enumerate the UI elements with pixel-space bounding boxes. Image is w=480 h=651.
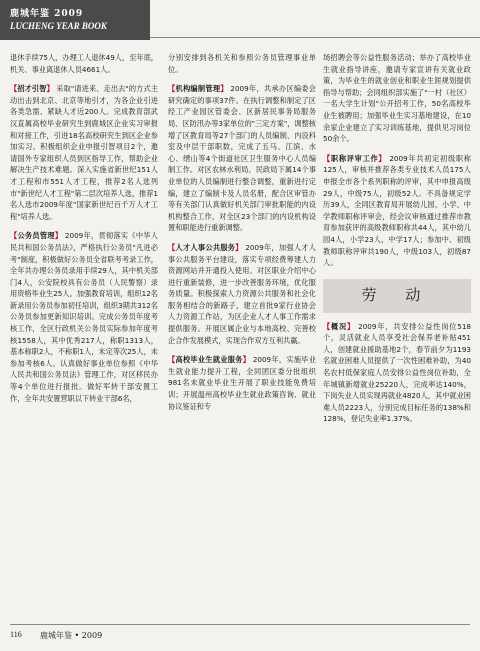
- footer-divider: [10, 624, 470, 625]
- section-title: 公务员管理: [17, 231, 55, 241]
- header-divider: [150, 37, 480, 38]
- section-text: 2009年共初定初级职称125人，审核并推荐各类专业技术人员175人申报全市各个系列职称的评审，其中申报高级29人，中级75人，初级52人。不具备规定学历39人，全同区教育局开展幼儿园、小学、中学教师职称评审会，经会议审核通过推荐市教育参加获评的高级教师职称共44人，其中幼儿园4人，小学23人，中学17人；参加中、初级教师职称评审共190人，中级103人，初级87人。: [323, 153, 471, 268]
- section-title-evaluation: 【职称评审工作】 2009年共初定初级职称125人，审核并推荐各类专业技术人员175人申报全市各个系列职称的评审，其中申报高级29人，中级75人，初级52人。不具备规定学历39人，全同区教育局开展幼儿园、小学、中学教师职称评审会，经会议审核通过推荐市教育参加获评的高级教师职称共44人，其中幼儿园4人，小学23人，中学17人；参加中、初级教师职称评审共190人，中级103人，初级87人。: [323, 153, 471, 268]
- column-1: [10, 52, 158, 404]
- header-band: [0, 0, 150, 40]
- section-text: 2009年，加强人才人事公共服务平台建设，落实专项经费筹建人力资源网站并开通投入使用。对区职业介绍中心进行重新装修，进一步改善服务环境，优化服务质量。积极探索人力资源公共服务和社会化服务相结合的新路子，建立首批9家行业协会人力资源工作站，为区企业人才人事工作需求提供服务。开展区属企业与本地高校、完善校企合作发展模式，实现合作双方互利共赢。: [168, 242, 316, 345]
- footer-book-title: 鹿城年鉴 • 2009: [40, 631, 103, 640]
- section-title: 招才引智: [17, 84, 47, 94]
- column-2: [168, 52, 316, 412]
- section-text: 2009年，贯彻落实《中华人民共和国公务员法》，严格执行公务员"凡进必考"制度，积极做好公务员全省联考考录工作，全年共办理公务员录用手续29人，其中机关部门4人，公安院校具有公务员（人民警察）录用资格毕业生25人。加强教育培训，组织12名新录用公务员参加初任培训，组织3期共312名公务员参加更新知识培训。完成公务员年度考核工作，全区行政机关公务员实际参加年度考核1558人，其中优秀217人，称职1313人，基本称职2人，不称职1人，未定等次25人，未参加考核6人。认真做好事业单位参照《中华人民共和国公务员法》管理工作，对区移民办等4个单位进行报批。做好军转干部安置工作，全年共安置营职以下转业干部6名，: [10, 231, 158, 403]
- section-title: 职称评审工作: [330, 153, 379, 163]
- section-text: 2009年，共安排公益性岗位518个，灵活就业人员享受社会保养老补贴451人，创建就业援助基地2个，春节前夕为1193名就业困难人员提供了一次性困难补助，为40名农村低保家庭人员安排公益性岗位补助，全年城镇新增就业25220人，完成率达140%，下岗失业人员实现再就业4820人，其中就业困难人员2223人，分别完成目标任务的138%和128%，登记失业率1.37%。: [323, 321, 471, 424]
- chapter-banner: [323, 279, 471, 313]
- section-text: 2009年，实施毕业生就业能力提升工程，全同团区委分批组织981名未就业毕业生开展了职业技能免费培训；开展温州高校毕业生就业政策咨询、就业协议鉴证和专: [168, 355, 316, 411]
- section-title: 人才人事公共服务: [175, 242, 236, 252]
- chapter-banner-title: 劳 动: [361, 285, 433, 304]
- section-title: 高校毕业生就业服务: [175, 355, 243, 365]
- page-footer: [0, 624, 480, 651]
- paragraph: 场招聘会等公益性服务活动；举办了高校毕业生就业指导讲座，邀请专家宣讲有关就业政策，为毕业生的就业创业和职业生涯规划提供指导与帮助；会同组织部实施了"一村（社区）一名大学生计划"公开招考工作，50名高校毕业生被聘用；加强毕业生实习基地建设，在10余家企业建立了实习训练基地，提供见习岗位50余个。: [323, 53, 471, 144]
- section-recruit-talent: 【招才引智】 采取"请进来、走出去"的方式主动出击到北京、北京等地引才，为各企业引进各类急需、紧缺人才近200人。完成教育部武汉直属高校毕业研究生到鹿城区企业实习审报和对接工作，引进18名高校研究生到区企业参加实习。积极组织企业申报引智项目2个，邀请国外专家组织人员到区指导工作，帮助企业解决生产技术难题。深入实施省新世纪151人才工程和市551人才工程，推荐2名人选列市"新世纪人才工程"第二层次培养人选，推荐1名人选市2009年度"国家新世纪百千万人才工程"培养人选。: [10, 84, 158, 221]
- header-title-cn: 鹿城年鉴 2009: [10, 9, 84, 19]
- paragraph: 分别安排到各机关和参照公务员管理事业单位。: [168, 53, 316, 74]
- page-header: [0, 0, 480, 40]
- page-number: 116: [10, 630, 22, 639]
- header-title-en: LUCHENG YEAR BOOK: [10, 21, 107, 31]
- section-title: 机构编制管理: [175, 84, 221, 94]
- section-text: 采取"请进来、走出去"的方式主动出击到北京、北京等地引才，为各企业引进各类急需、紧缺人才近200人。完成教育部武汉直属高校毕业研究生到鹿城区企业实习审报和对接工作，引进18名高校研究生到区企业参加实习。积极组织企业申报引智项目2个，邀请国外专家组织人员到区指导工作，帮助企业解决生产技术难题。深入实施省新世纪151人才工程和市551人才工程，推荐2名人选列市"新世纪人才工程"第二层次培养人选，推荐1名人选市2009年度"国家新世纪百千万人才工程"培养人选。: [10, 84, 158, 221]
- section-title: 概况: [331, 321, 348, 331]
- column-3: [323, 52, 471, 425]
- section-civil-servant-mgmt: 【公务员管理】 2009年，贯彻落实《中华人民共和国公务员法》，严格执行公务员"凡进必考"制度，积极做好公务员全省联考考录工作，全年共办理公务员录用手续29人，其中机关部门4人，公安院校具有公务员（人民警察）录用资格毕业生25人。加强教育培训，组织12名新录用公务员参加初任培训，组织3期共312名公务员参加更新知识培训。完成公务员年度考核工作，全区行政机关公务员实际参加年度考核1558人，其中优秀217人，称职1313人，基本称职2人，不称职1人，未定等次25人，未参加考核6人。认真做好事业单位参照《中华人民共和国公务员法》管理工作，对区移民办等4个单位进行报批。做好军转干部安置工作，全年共安置营职以下转业干部6名，: [10, 231, 158, 403]
- section-overview: 【概况】 2009年，共安排公益性岗位518个，灵活就业人员享受社会保养老补贴451人，创建就业援助基地2个，春节前夕为1193名就业困难人员提供了一次性困难补助，为40名农村低保家庭人员安排公益性岗位补助，全年城镇新增就业25220人，完成率达140%，下岗失业人员实现再就业4820人，其中就业困难人员2223人，分别完成目标任务的138%和128%，登记失业率1.37%。: [323, 321, 471, 424]
- section-graduate-employment: 【高校毕业生就业服务】 2009年，实施毕业生就业能力提升工程，全同团区委分批组织981名未就业毕业生开展了职业技能免费培训；开展温州高校毕业生就业政策咨询、就业协议鉴证和专: [168, 355, 316, 411]
- section-talent-public-service: 【人才人事公共服务】 2009年，加强人才人事公共服务平台建设，落实专项经费筹建人力资源网站并开通投入使用。对区职业介绍中心进行重新装修，进一步改善服务环境，优化服务质量。积极探索人力资源公共服务和社会化服务相结合的新路子，建立首批9家行业协会人力资源工作站，为区企业人才人事工作需求提供服务。开展区属企业与本地高校、完善校企合作发展模式，实现合作双方互利共赢。: [168, 242, 316, 345]
- paragraph: 退休手续75人，办理工人退休49人，至年底，机关、事业离退休人员4661人。: [10, 53, 158, 74]
- section-text: 2009年，共承办区编委会研究确定的事项37件。在执行调整和制定了区经工产业园区管委会、区新居民事务局服务局、区防汛办等3家单位的"三定方案"，调整核增了区教育局等27个部门的人员编制、内设科室及中层干部职数，完成了五马、江滨、水心、缙山等4个街道社区卫生服务中心人员编制工作。对区农林水利局、民政局下属14个事业单位的人员编制进行整合调整，重新进行定编，建立了编制卡及人员名册，配合区审管办等有关部门认真做好机关部门审批职能的内设机构整合工作，对全区23个部门的内设机构设置和职能进行重新调整。: [168, 84, 316, 233]
- section-org-staffing: 【机构编制管理】 2009年，共承办区编委会研究确定的事项37件。在执行调整和制定了区经工产业园区管委会、区新居民事务局服务局、区防汛办等3家单位的"三定方案"，调整核增了区教育局等27个部门的人员编制、内设科室及中层干部职数，完成了五马、江滨、水心、缙山等4个街道社区卫生服务中心人员编制工作。对区农林水利局、民政局下属14个事业单位的人员编制进行整合调整，重新进行定编，建立了编制卡及人员名册，配合区审管办等有关部门认真做好机关部门审批职能的内设机构整合工作，对全区23个部门的内设机构设置和职能进行重新调整。: [168, 84, 316, 233]
